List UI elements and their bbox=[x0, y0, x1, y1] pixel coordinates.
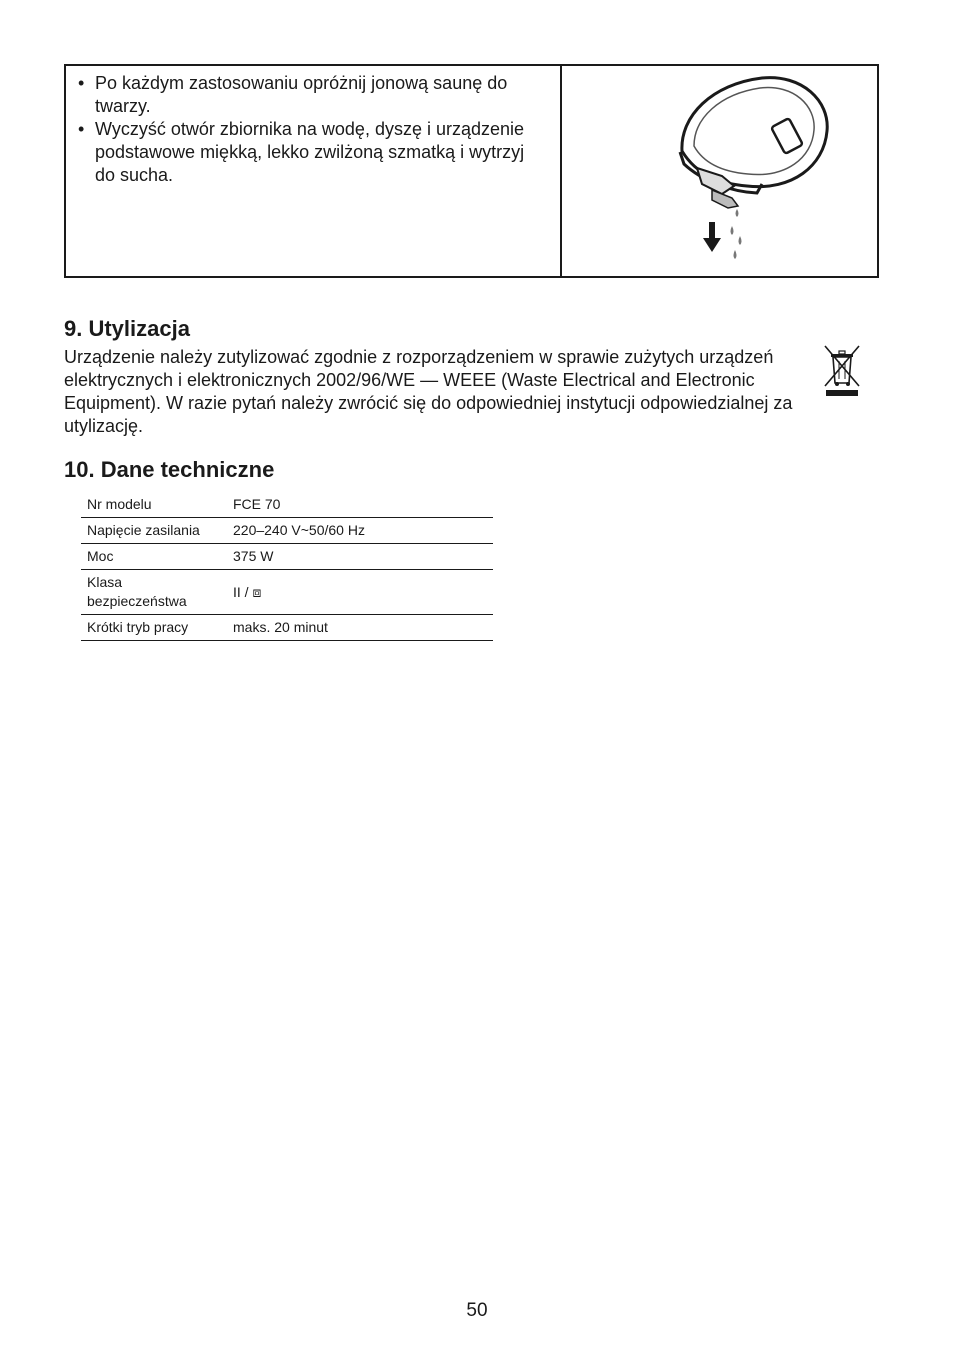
tech-data-table bbox=[81, 492, 493, 641]
care-instructions-text bbox=[66, 66, 562, 276]
care-bullet-list bbox=[78, 72, 546, 187]
disposal-heading: 9. Utylizacja bbox=[64, 316, 190, 341]
table-row bbox=[81, 570, 493, 615]
sauna-draining-illustration bbox=[562, 66, 877, 276]
table-row bbox=[81, 492, 493, 518]
spec-label: Nr modelu bbox=[81, 492, 227, 518]
table-row bbox=[81, 615, 493, 641]
spec-value: II / ⧈ bbox=[227, 570, 493, 615]
table-row bbox=[81, 544, 493, 570]
spec-label: Moc bbox=[81, 544, 227, 570]
spec-label: Krótki tryb pracy bbox=[81, 615, 227, 641]
spec-value: 220–240 V~50/60 Hz bbox=[227, 518, 493, 544]
crossed-out-bin-icon bbox=[822, 343, 862, 397]
spec-value: FCE 70 bbox=[227, 492, 493, 518]
spec-value: maks. 20 minut bbox=[227, 615, 493, 641]
care-instructions-box bbox=[64, 64, 879, 278]
sauna-draining-icon bbox=[562, 66, 874, 274]
tech-data-heading: 10. Dane techniczne bbox=[64, 457, 275, 482]
care-bullet: • Wyczyść otwór zbiornika na wodę, dyszę i urządzenie podstawowe miękką, lekko zwilżoną szmatką i wytrzyj do sucha. bbox=[78, 118, 546, 187]
disposal-text: Urządzenie należy zutylizować zgodnie z rozporządzeniem w sprawie zużytych urządzeń elektrycznych i elektronicznych 2002/96/WE — WEEE (Waste Electrical and Electronic Equipment). W razie pytań należy zwrócić się do odpowiedniej instytucji odpowiedzialnej za utylizację. bbox=[64, 347, 793, 436]
spec-value: 375 W bbox=[227, 544, 493, 570]
page-number: 50 bbox=[466, 1300, 488, 1321]
care-bullet: • Po każdym zastosowaniu opróżnij jonową saunę do twarzy. bbox=[78, 72, 546, 118]
spec-label: Klasa bezpieczeństwa bbox=[81, 570, 227, 615]
spec-label: Napięcie zasilania bbox=[81, 518, 227, 544]
table-row bbox=[81, 518, 493, 544]
